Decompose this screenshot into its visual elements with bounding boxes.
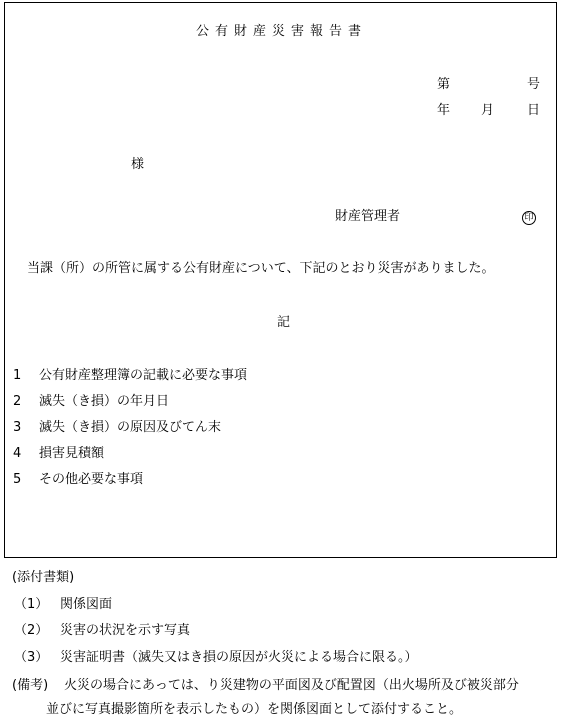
attachment-number: （3） [14,650,49,665]
attachment-text: 災害証明書（滅失又はき損の原因が火災による場合に限る。） [60,650,418,665]
item-text: 滅失（き損）の原因及びてん末 [39,420,222,435]
item-text: その他必要な事項 [39,472,144,487]
ki-heading: 記 [277,315,291,330]
remarks-label: (備考) [12,678,49,693]
item-text: 損害見積額 [39,446,105,461]
list-item [13,368,247,384]
number-prefix: 第 [437,77,451,92]
number-suffix: 号 [527,77,541,92]
item-number: 4 [13,446,22,461]
item-number: 5 [13,472,22,487]
list-item [13,394,169,410]
attachment-text: 災害の状況を示す写真 [60,623,191,638]
attachment-item [14,650,418,666]
attachment-number: （2） [14,623,49,638]
statement-text: 当課（所）の所管に属する公有財産について、下記のとおり災害がありました。 [27,261,495,276]
item-number: 2 [13,394,22,409]
seal-mark [522,209,536,225]
item-number: 3 [13,420,22,435]
addressee-suffix: 様 [131,157,145,172]
date-year: 年 [437,103,451,118]
item-number: 1 [13,368,22,383]
seal-icon: 印 [522,211,536,225]
date-month: 月 [481,103,495,118]
list-item [13,420,221,436]
remarks-text: 火災の場合にあっては、り災建物の平面図及び配置図（出火場所及び被災部分 [64,678,519,693]
item-text: 滅失（き損）の年月日 [39,394,170,409]
date-day: 日 [527,103,541,118]
manager-label: 財産管理者 [335,209,401,224]
form-title: 公有財産災害報告書 [195,24,367,39]
item-text: 公有財産整理簿の記載に必要な事項 [39,368,248,383]
attachments-header: (添付書類) [12,570,75,585]
remarks-continuation: 並びに写真撮影箇所を表示したもの）を関係図面として添付すること。 [46,702,463,717]
attachment-number: （1） [14,597,49,612]
attachment-item [14,597,112,613]
list-item [13,446,104,462]
attachment-item [14,623,190,639]
report-form [4,2,557,558]
attachment-text: 関係図面 [60,597,113,612]
remarks-line [12,678,519,694]
list-item [13,472,143,488]
